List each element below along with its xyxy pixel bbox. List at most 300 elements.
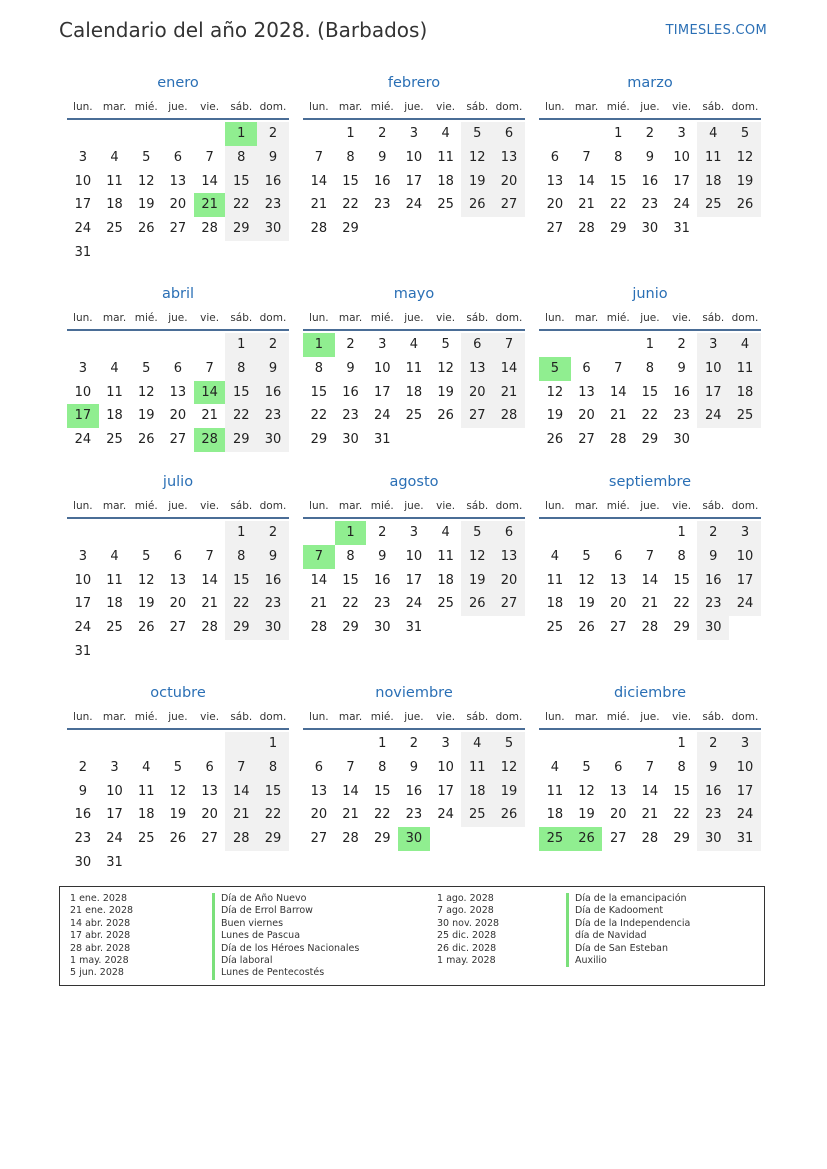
day-cell[interactable]: 5 xyxy=(142,149,151,165)
day-cell[interactable]: 14 xyxy=(310,572,328,588)
day-cell[interactable]: 9 xyxy=(677,360,686,376)
day-cell[interactable]: 24 xyxy=(729,592,761,616)
day-cell[interactable]: 29 xyxy=(609,221,627,237)
day-cell[interactable]: 20 xyxy=(169,408,187,424)
day-cell[interactable]: 17 xyxy=(373,384,391,400)
day-cell[interactable]: 21 xyxy=(342,807,359,823)
day-cell[interactable]: 10 xyxy=(697,357,729,381)
day-cell[interactable]: 17 xyxy=(74,197,92,213)
day-cell[interactable]: 5 xyxy=(142,360,151,376)
day-cell[interactable]: 5 xyxy=(142,548,151,564)
day-cell[interactable]: 10 xyxy=(405,548,423,564)
day-cell[interactable]: 5 xyxy=(729,122,761,146)
day-cell[interactable]: 17 xyxy=(405,572,423,588)
day-cell[interactable]: 26 xyxy=(571,827,603,851)
day-cell[interactable]: 4 xyxy=(441,126,450,141)
day-cell[interactable]: 9 xyxy=(645,149,655,165)
day-cell[interactable]: 21 xyxy=(310,596,328,612)
day-cell[interactable]: 13 xyxy=(310,783,328,799)
day-cell[interactable]: 12 xyxy=(578,572,595,588)
day-cell[interactable]: 30 xyxy=(257,616,289,640)
day-cell[interactable]: 14 xyxy=(609,384,627,400)
day-cell[interactable]: 18 xyxy=(437,572,454,588)
day-cell[interactable]: 19 xyxy=(729,170,761,194)
day-cell[interactable]: 16 xyxy=(257,381,289,405)
day-cell[interactable]: 11 xyxy=(437,548,454,564)
day-cell[interactable]: 3 xyxy=(78,149,87,165)
day-cell[interactable]: 18 xyxy=(697,170,729,194)
day-cell[interactable]: 21 xyxy=(201,596,218,612)
day-cell[interactable]: 24 xyxy=(729,803,761,827)
day-cell[interactable]: 18 xyxy=(137,807,155,823)
day-cell[interactable]: 7 xyxy=(303,545,335,569)
day-cell[interactable]: 25 xyxy=(405,408,423,424)
day-cell[interactable]: 21 xyxy=(578,197,595,213)
day-cell[interactable]: 16 xyxy=(697,780,729,804)
day-cell[interactable]: 9 xyxy=(697,756,729,780)
day-cell[interactable]: 11 xyxy=(546,783,564,799)
day-cell[interactable]: 3 xyxy=(729,732,761,756)
day-cell[interactable]: 30 xyxy=(373,620,391,636)
day-cell[interactable]: 31 xyxy=(405,620,423,636)
day-cell[interactable]: 9 xyxy=(378,548,387,564)
day-cell[interactable]: 30 xyxy=(641,221,659,237)
day-cell[interactable]: 22 xyxy=(609,197,627,213)
day-cell[interactable]: 25 xyxy=(106,432,123,448)
day-cell[interactable]: 1 xyxy=(225,521,257,545)
day-cell[interactable]: 31 xyxy=(74,643,92,659)
day-cell[interactable]: 15 xyxy=(310,384,328,400)
day-cell[interactable]: 14 xyxy=(641,783,659,799)
day-cell[interactable]: 21 xyxy=(225,803,257,827)
day-cell[interactable]: 14 xyxy=(225,780,257,804)
brand-link[interactable]: TIMESLES.COM xyxy=(665,23,767,38)
day-cell[interactable]: 2 xyxy=(677,337,686,352)
day-cell[interactable]: 17 xyxy=(67,404,99,428)
day-cell[interactable]: 31 xyxy=(673,221,690,237)
day-cell[interactable]: 4 xyxy=(729,333,761,357)
day-cell[interactable]: 6 xyxy=(173,548,183,564)
day-cell[interactable]: 28 xyxy=(493,404,525,428)
day-cell[interactable]: 27 xyxy=(493,592,525,616)
day-cell[interactable]: 4 xyxy=(110,149,119,165)
day-cell[interactable]: 25 xyxy=(461,803,493,827)
day-cell[interactable]: 29 xyxy=(225,217,257,241)
day-cell[interactable]: 8 xyxy=(225,545,257,569)
day-cell[interactable]: 20 xyxy=(461,381,493,405)
day-cell[interactable]: 12 xyxy=(546,384,564,400)
day-cell[interactable]: 28 xyxy=(578,221,595,237)
day-cell[interactable]: 22 xyxy=(257,803,289,827)
day-cell[interactable]: 12 xyxy=(461,146,493,170)
day-cell[interactable]: 24 xyxy=(697,404,729,428)
day-cell[interactable]: 8 xyxy=(677,548,686,564)
day-cell[interactable]: 23 xyxy=(257,193,289,217)
day-cell[interactable]: 22 xyxy=(342,596,359,612)
day-cell[interactable]: 19 xyxy=(578,596,595,612)
day-cell[interactable]: 16 xyxy=(641,173,659,189)
day-cell[interactable]: 23 xyxy=(641,197,659,213)
day-cell[interactable]: 20 xyxy=(578,408,595,424)
day-cell[interactable]: 22 xyxy=(342,197,359,213)
day-cell[interactable]: 17 xyxy=(697,381,729,405)
day-cell[interactable]: 12 xyxy=(137,384,155,400)
day-cell[interactable]: 18 xyxy=(106,408,123,424)
day-cell[interactable]: 3 xyxy=(110,759,119,775)
day-cell[interactable]: 20 xyxy=(169,596,187,612)
day-cell[interactable]: 12 xyxy=(437,360,454,376)
day-cell[interactable]: 21 xyxy=(194,193,226,217)
day-cell[interactable]: 1 xyxy=(257,732,289,756)
day-cell[interactable]: 25 xyxy=(106,221,123,237)
day-cell[interactable]: 30 xyxy=(697,616,729,640)
day-cell[interactable]: 1 xyxy=(645,337,655,352)
day-cell[interactable]: 2 xyxy=(257,122,289,146)
day-cell[interactable]: 2 xyxy=(697,732,729,756)
day-cell[interactable]: 6 xyxy=(173,360,183,376)
day-cell[interactable]: 27 xyxy=(169,221,187,237)
day-cell[interactable]: 11 xyxy=(546,572,564,588)
day-cell[interactable]: 4 xyxy=(550,759,559,775)
day-cell[interactable]: 4 xyxy=(441,525,450,540)
day-cell[interactable]: 15 xyxy=(257,780,289,804)
day-cell[interactable]: 13 xyxy=(493,545,525,569)
day-cell[interactable]: 7 xyxy=(314,149,323,165)
day-cell[interactable]: 5 xyxy=(582,759,591,775)
day-cell[interactable]: 14 xyxy=(493,357,525,381)
day-cell[interactable]: 22 xyxy=(373,807,391,823)
day-cell[interactable]: 24 xyxy=(405,596,423,612)
day-cell[interactable]: 7 xyxy=(645,548,655,564)
day-cell[interactable]: 19 xyxy=(546,408,564,424)
day-cell[interactable]: 5 xyxy=(582,548,591,564)
day-cell[interactable]: 24 xyxy=(74,221,92,237)
day-cell[interactable]: 26 xyxy=(461,592,493,616)
day-cell[interactable]: 3 xyxy=(409,126,419,141)
day-cell[interactable]: 3 xyxy=(697,333,729,357)
day-cell[interactable]: 7 xyxy=(205,548,214,564)
day-cell[interactable]: 13 xyxy=(546,173,564,189)
day-cell[interactable]: 17 xyxy=(437,783,454,799)
day-cell[interactable]: 9 xyxy=(78,783,87,799)
day-cell[interactable]: 19 xyxy=(169,807,187,823)
day-cell[interactable]: 10 xyxy=(437,759,454,775)
day-cell[interactable]: 27 xyxy=(493,193,525,217)
day-cell[interactable]: 9 xyxy=(346,360,355,376)
day-cell[interactable]: 24 xyxy=(405,197,423,213)
day-cell[interactable]: 7 xyxy=(225,756,257,780)
day-cell[interactable]: 5 xyxy=(173,759,183,775)
day-cell[interactable]: 20 xyxy=(310,807,328,823)
day-cell[interactable]: 27 xyxy=(169,432,187,448)
day-cell[interactable]: 5 xyxy=(493,732,525,756)
day-cell[interactable]: 8 xyxy=(257,756,289,780)
day-cell[interactable]: 15 xyxy=(673,572,690,588)
day-cell[interactable]: 9 xyxy=(257,545,289,569)
day-cell[interactable]: 26 xyxy=(729,193,761,217)
day-cell[interactable]: 22 xyxy=(673,596,690,612)
day-cell[interactable]: 6 xyxy=(582,360,591,376)
day-cell[interactable]: 25 xyxy=(106,620,123,636)
day-cell[interactable]: 7 xyxy=(614,360,623,376)
day-cell[interactable]: 3 xyxy=(409,525,419,540)
day-cell[interactable]: 22 xyxy=(641,408,659,424)
day-cell[interactable]: 2 xyxy=(346,337,355,352)
day-cell[interactable]: 23 xyxy=(342,408,359,424)
day-cell[interactable]: 25 xyxy=(437,197,454,213)
day-cell[interactable]: 12 xyxy=(578,783,595,799)
day-cell[interactable]: 11 xyxy=(697,146,729,170)
day-cell[interactable]: 16 xyxy=(373,173,391,189)
day-cell[interactable]: 8 xyxy=(677,759,686,775)
day-cell[interactable]: 7 xyxy=(205,360,214,376)
day-cell[interactable]: 23 xyxy=(257,592,289,616)
day-cell[interactable]: 6 xyxy=(493,521,525,545)
day-cell[interactable]: 9 xyxy=(378,149,387,165)
day-cell[interactable]: 9 xyxy=(257,146,289,170)
day-cell[interactable]: 5 xyxy=(461,521,493,545)
day-cell[interactable]: 27 xyxy=(609,831,627,847)
day-cell[interactable]: 2 xyxy=(78,759,87,775)
day-cell[interactable]: 17 xyxy=(405,173,423,189)
day-cell[interactable]: 16 xyxy=(257,170,289,194)
day-cell[interactable]: 26 xyxy=(461,193,493,217)
day-cell[interactable]: 2 xyxy=(645,126,655,141)
day-cell[interactable]: 7 xyxy=(493,333,525,357)
day-cell[interactable]: 27 xyxy=(609,620,627,636)
day-cell[interactable]: 16 xyxy=(405,783,423,799)
day-cell[interactable]: 5 xyxy=(461,122,493,146)
day-cell[interactable]: 16 xyxy=(673,384,690,400)
day-cell[interactable]: 18 xyxy=(437,173,454,189)
day-cell[interactable]: 30 xyxy=(342,432,359,448)
day-cell[interactable]: 3 xyxy=(78,548,87,564)
day-cell[interactable]: 8 xyxy=(346,548,355,564)
day-cell[interactable]: 14 xyxy=(578,173,595,189)
day-cell[interactable]: 31 xyxy=(373,432,391,448)
day-cell[interactable]: 14 xyxy=(641,572,659,588)
day-cell[interactable]: 3 xyxy=(441,736,450,751)
day-cell[interactable]: 24 xyxy=(106,831,123,847)
day-cell[interactable]: 18 xyxy=(106,596,123,612)
day-cell[interactable]: 29 xyxy=(673,831,690,847)
day-cell[interactable]: 2 xyxy=(409,736,419,751)
day-cell[interactable]: 1 xyxy=(378,736,387,751)
day-cell[interactable]: 26 xyxy=(493,803,525,827)
day-cell[interactable]: 24 xyxy=(437,807,454,823)
day-cell[interactable]: 16 xyxy=(342,384,359,400)
day-cell[interactable]: 8 xyxy=(378,759,387,775)
day-cell[interactable]: 21 xyxy=(609,408,627,424)
day-cell[interactable]: 26 xyxy=(578,620,595,636)
day-cell[interactable]: 22 xyxy=(310,408,328,424)
day-cell[interactable]: 11 xyxy=(106,173,123,189)
day-cell[interactable]: 29 xyxy=(342,221,359,237)
day-cell[interactable]: 23 xyxy=(697,592,729,616)
day-cell[interactable]: 3 xyxy=(677,126,686,141)
day-cell[interactable]: 29 xyxy=(641,432,659,448)
day-cell[interactable]: 11 xyxy=(106,384,123,400)
day-cell[interactable]: 20 xyxy=(201,807,218,823)
day-cell[interactable]: 4 xyxy=(110,548,119,564)
day-cell[interactable]: 18 xyxy=(729,381,761,405)
day-cell[interactable]: 28 xyxy=(201,221,218,237)
day-cell[interactable]: 20 xyxy=(493,170,525,194)
day-cell[interactable]: 6 xyxy=(205,759,214,775)
day-cell[interactable]: 21 xyxy=(201,408,218,424)
day-cell[interactable]: 4 xyxy=(110,360,119,376)
day-cell[interactable]: 10 xyxy=(74,384,92,400)
day-cell[interactable]: 27 xyxy=(578,432,595,448)
day-cell[interactable]: 21 xyxy=(641,596,659,612)
day-cell[interactable]: 27 xyxy=(546,221,564,237)
day-cell[interactable]: 13 xyxy=(169,173,187,189)
day-cell[interactable]: 28 xyxy=(342,831,359,847)
day-cell[interactable]: 23 xyxy=(697,803,729,827)
day-cell[interactable]: 13 xyxy=(578,384,595,400)
day-cell[interactable]: 1 xyxy=(677,525,686,540)
day-cell[interactable]: 4 xyxy=(550,548,559,564)
day-cell[interactable]: 15 xyxy=(673,783,690,799)
day-cell[interactable]: 11 xyxy=(437,149,454,165)
day-cell[interactable]: 10 xyxy=(106,783,123,799)
day-cell[interactable]: 1 xyxy=(346,126,355,141)
day-cell[interactable]: 20 xyxy=(546,197,564,213)
day-cell[interactable]: 28 xyxy=(225,827,257,851)
day-cell[interactable]: 13 xyxy=(201,783,218,799)
day-cell[interactable]: 18 xyxy=(546,807,564,823)
day-cell[interactable]: 29 xyxy=(225,616,257,640)
day-cell[interactable]: 10 xyxy=(405,149,423,165)
day-cell[interactable]: 24 xyxy=(74,620,92,636)
day-cell[interactable]: 12 xyxy=(137,572,155,588)
day-cell[interactable]: 9 xyxy=(257,357,289,381)
day-cell[interactable]: 4 xyxy=(409,337,419,352)
day-cell[interactable]: 11 xyxy=(729,357,761,381)
day-cell[interactable]: 30 xyxy=(257,217,289,241)
day-cell[interactable]: 23 xyxy=(373,197,391,213)
day-cell[interactable]: 12 xyxy=(493,756,525,780)
day-cell[interactable]: 16 xyxy=(373,572,391,588)
day-cell[interactable]: 22 xyxy=(673,807,690,823)
day-cell[interactable]: 14 xyxy=(194,381,226,405)
day-cell[interactable]: 17 xyxy=(74,596,92,612)
day-cell[interactable]: 21 xyxy=(493,381,525,405)
day-cell[interactable]: 15 xyxy=(225,381,257,405)
day-cell[interactable]: 29 xyxy=(373,831,391,847)
day-cell[interactable]: 26 xyxy=(437,408,454,424)
day-cell[interactable]: 27 xyxy=(201,831,218,847)
day-cell[interactable]: 7 xyxy=(582,149,591,165)
day-cell[interactable]: 2 xyxy=(378,525,387,540)
day-cell[interactable]: 19 xyxy=(137,408,155,424)
day-cell[interactable]: 2 xyxy=(697,521,729,545)
day-cell[interactable]: 11 xyxy=(405,360,423,376)
day-cell[interactable]: 12 xyxy=(461,545,493,569)
day-cell[interactable]: 31 xyxy=(74,244,92,260)
day-cell[interactable]: 30 xyxy=(673,432,690,448)
day-cell[interactable]: 1 xyxy=(614,126,623,141)
day-cell[interactable]: 24 xyxy=(74,432,92,448)
day-cell[interactable]: 26 xyxy=(137,432,155,448)
day-cell[interactable]: 19 xyxy=(493,780,525,804)
day-cell[interactable]: 29 xyxy=(673,620,690,636)
day-cell[interactable]: 10 xyxy=(729,545,761,569)
day-cell[interactable]: 1 xyxy=(225,122,257,146)
day-cell[interactable]: 30 xyxy=(257,428,289,452)
day-cell[interactable]: 18 xyxy=(106,197,123,213)
day-cell[interactable]: 17 xyxy=(673,173,690,189)
day-cell[interactable]: 19 xyxy=(137,596,155,612)
day-cell[interactable]: 19 xyxy=(461,170,493,194)
day-cell[interactable]: 2 xyxy=(257,521,289,545)
day-cell[interactable]: 18 xyxy=(405,384,423,400)
day-cell[interactable]: 6 xyxy=(614,759,623,775)
day-cell[interactable]: 19 xyxy=(578,807,595,823)
day-cell[interactable]: 27 xyxy=(169,620,187,636)
day-cell[interactable]: 25 xyxy=(729,404,761,428)
day-cell[interactable]: 6 xyxy=(314,759,323,775)
day-cell[interactable]: 23 xyxy=(673,408,690,424)
day-cell[interactable]: 16 xyxy=(697,569,729,593)
day-cell[interactable]: 18 xyxy=(546,596,564,612)
day-cell[interactable]: 21 xyxy=(641,807,659,823)
day-cell[interactable]: 14 xyxy=(201,572,218,588)
day-cell[interactable]: 16 xyxy=(257,569,289,593)
day-cell[interactable]: 27 xyxy=(461,404,493,428)
day-cell[interactable]: 13 xyxy=(461,357,493,381)
day-cell[interactable]: 28 xyxy=(641,831,659,847)
day-cell[interactable]: 1 xyxy=(335,521,367,545)
day-cell[interactable]: 13 xyxy=(169,572,187,588)
day-cell[interactable]: 11 xyxy=(137,783,155,799)
day-cell[interactable]: 10 xyxy=(729,756,761,780)
day-cell[interactable]: 25 xyxy=(546,620,564,636)
day-cell[interactable]: 26 xyxy=(137,620,155,636)
day-cell[interactable]: 24 xyxy=(673,197,690,213)
day-cell[interactable]: 18 xyxy=(461,780,493,804)
day-cell[interactable]: 30 xyxy=(74,854,92,870)
day-cell[interactable]: 12 xyxy=(729,146,761,170)
day-cell[interactable]: 6 xyxy=(461,333,493,357)
day-cell[interactable]: 19 xyxy=(137,197,155,213)
day-cell[interactable]: 23 xyxy=(74,831,92,847)
day-cell[interactable]: 30 xyxy=(398,827,430,851)
day-cell[interactable]: 28 xyxy=(194,428,226,452)
day-cell[interactable]: 26 xyxy=(137,221,155,237)
day-cell[interactable]: 8 xyxy=(225,357,257,381)
day-cell[interactable]: 28 xyxy=(201,620,218,636)
day-cell[interactable]: 15 xyxy=(641,384,659,400)
day-cell[interactable]: 15 xyxy=(225,170,257,194)
day-cell[interactable]: 8 xyxy=(225,146,257,170)
day-cell[interactable]: 22 xyxy=(225,193,257,217)
day-cell[interactable]: 8 xyxy=(314,360,323,376)
day-cell[interactable]: 30 xyxy=(697,827,729,851)
day-cell[interactable]: 25 xyxy=(437,596,454,612)
day-cell[interactable]: 13 xyxy=(609,783,627,799)
day-cell[interactable]: 17 xyxy=(106,807,123,823)
day-cell[interactable]: 26 xyxy=(169,831,187,847)
day-cell[interactable]: 25 xyxy=(697,193,729,217)
day-cell[interactable]: 15 xyxy=(342,572,359,588)
day-cell[interactable]: 4 xyxy=(697,122,729,146)
day-cell[interactable]: 17 xyxy=(729,780,761,804)
day-cell[interactable]: 27 xyxy=(310,831,328,847)
day-cell[interactable]: 15 xyxy=(373,783,391,799)
day-cell[interactable]: 12 xyxy=(169,783,187,799)
day-cell[interactable]: 2 xyxy=(257,333,289,357)
